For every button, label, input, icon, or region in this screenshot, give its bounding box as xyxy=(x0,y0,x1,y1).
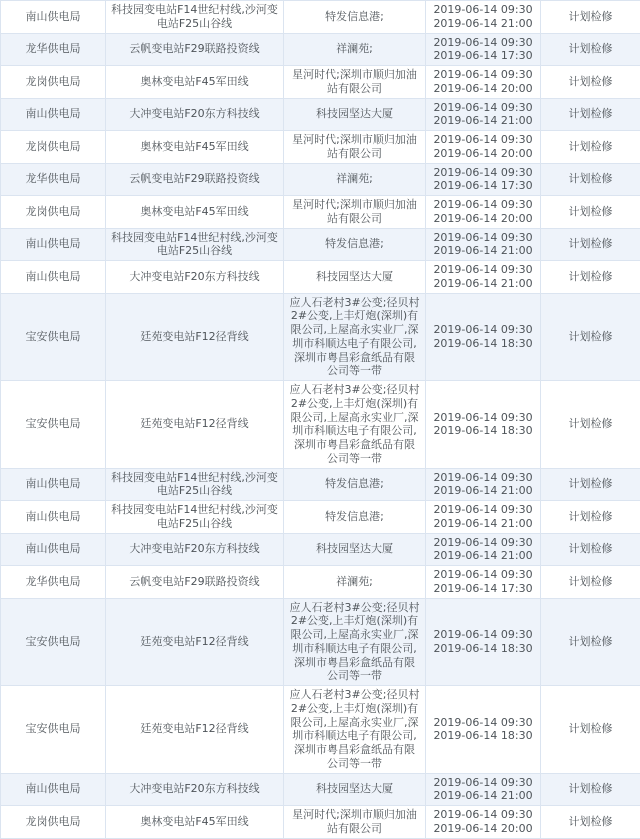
line-cell: 云帆变电站F29联路投资线 xyxy=(106,566,284,599)
type-cell: 计划检修 xyxy=(541,163,640,196)
type-cell: 计划检修 xyxy=(541,33,640,66)
bureau-cell: 龙岗供电局 xyxy=(1,131,106,164)
time-cell xyxy=(426,66,541,99)
time-start: 2019-06-14 09:30 xyxy=(431,411,535,425)
time-cell xyxy=(426,228,541,261)
type-cell: 计划检修 xyxy=(541,566,640,599)
time-end: 2019-06-14 21:00 xyxy=(431,17,535,31)
line-cell: 大冲变电站F20东方科技线 xyxy=(106,773,284,806)
bureau-cell: 宝安供电局 xyxy=(1,686,106,774)
time-cell xyxy=(426,131,541,164)
time-cell xyxy=(426,33,541,66)
time-end: 2019-06-14 21:00 xyxy=(431,549,535,563)
area-cell: 祥澜苑; xyxy=(284,566,426,599)
bureau-cell: 龙华供电局 xyxy=(1,566,106,599)
time-end: 2019-06-14 18:30 xyxy=(431,642,535,656)
area-cell: 特发信息港; xyxy=(284,1,426,34)
type-cell: 计划检修 xyxy=(541,598,640,686)
area-cell: 应人石老村3#公变;径贝村2#公变,上丰灯炮(深圳)有限公司,上屋高永实业厂,深圳市科顺达电子有限公司,深圳市粤昌彩盒纸品有限公司等一带 xyxy=(284,598,426,686)
bureau-cell: 龙华供电局 xyxy=(1,33,106,66)
area-cell: 特发信息港; xyxy=(284,228,426,261)
area-cell: 科技园坚达大厦 xyxy=(284,773,426,806)
area-cell: 祥澜苑; xyxy=(284,33,426,66)
bureau-cell: 南山供电局 xyxy=(1,1,106,34)
type-cell: 计划检修 xyxy=(541,806,640,839)
time-cell xyxy=(426,163,541,196)
time-end: 2019-06-14 21:00 xyxy=(431,517,535,531)
time-end: 2019-06-14 21:00 xyxy=(431,789,535,803)
time-start: 2019-06-14 09:30 xyxy=(431,198,535,212)
type-cell: 计划检修 xyxy=(541,1,640,34)
area-cell: 科技园坚达大厦 xyxy=(284,98,426,131)
time-end: 2019-06-14 18:30 xyxy=(431,337,535,351)
line-cell: 大冲变电站F20东方科技线 xyxy=(106,98,284,131)
time-start: 2019-06-14 09:30 xyxy=(431,808,535,822)
area-cell: 应人石老村3#公变;径贝村2#公变,上丰灯炮(深圳)有限公司,上屋高永实业厂,深圳市科顺达电子有限公司,深圳市粤昌彩盒纸品有限公司等一带 xyxy=(284,293,426,381)
table-row xyxy=(1,228,640,261)
area-cell: 星河时代;深圳市顺归加油站有限公司 xyxy=(284,806,426,839)
table-row xyxy=(1,66,640,99)
area-cell: 应人石老村3#公变;径贝村2#公变,上丰灯炮(深圳)有限公司,上屋高永实业厂,深圳市科顺达电子有限公司,深圳市粤昌彩盒纸品有限公司等一带 xyxy=(284,686,426,774)
table-row xyxy=(1,533,640,566)
time-cell xyxy=(426,293,541,381)
time-end: 2019-06-14 18:30 xyxy=(431,424,535,438)
line-cell: 云帆变电站F29联路投资线 xyxy=(106,33,284,66)
bureau-cell: 南山供电局 xyxy=(1,773,106,806)
type-cell: 计划检修 xyxy=(541,501,640,534)
time-start: 2019-06-14 09:30 xyxy=(431,471,535,485)
type-cell: 计划检修 xyxy=(541,381,640,469)
time-end: 2019-06-14 17:30 xyxy=(431,179,535,193)
time-start: 2019-06-14 09:30 xyxy=(431,3,535,17)
time-cell xyxy=(426,686,541,774)
type-cell: 计划检修 xyxy=(541,686,640,774)
area-cell: 星河时代;深圳市顺归加油站有限公司 xyxy=(284,196,426,229)
bureau-cell: 南山供电局 xyxy=(1,261,106,294)
area-cell: 特发信息港; xyxy=(284,501,426,534)
line-cell: 云帆变电站F29联路投资线 xyxy=(106,163,284,196)
bureau-cell: 宝安供电局 xyxy=(1,293,106,381)
time-end: 2019-06-14 20:00 xyxy=(431,147,535,161)
time-start: 2019-06-14 09:30 xyxy=(431,166,535,180)
line-cell: 科技园变电站F14世纪村线,沙河变电站F25山谷线 xyxy=(106,1,284,34)
time-cell xyxy=(426,1,541,34)
table-row xyxy=(1,566,640,599)
time-start: 2019-06-14 09:30 xyxy=(431,36,535,50)
bureau-cell: 南山供电局 xyxy=(1,98,106,131)
time-end: 2019-06-14 18:30 xyxy=(431,729,535,743)
time-start: 2019-06-14 09:30 xyxy=(431,68,535,82)
line-cell: 廷苑变电站F12径背线 xyxy=(106,293,284,381)
type-cell: 计划检修 xyxy=(541,131,640,164)
table-body xyxy=(1,1,640,839)
line-cell: 奥林变电站F45军田线 xyxy=(106,131,284,164)
area-cell: 星河时代;深圳市顺归加油站有限公司 xyxy=(284,131,426,164)
time-start: 2019-06-14 09:30 xyxy=(431,716,535,730)
line-cell: 奥林变电站F45军田线 xyxy=(106,196,284,229)
time-start: 2019-06-14 09:30 xyxy=(431,536,535,550)
time-start: 2019-06-14 09:30 xyxy=(431,628,535,642)
table-row xyxy=(1,806,640,839)
table-row xyxy=(1,686,640,774)
table-row xyxy=(1,598,640,686)
area-cell: 祥澜苑; xyxy=(284,163,426,196)
line-cell: 奥林变电站F45军田线 xyxy=(106,806,284,839)
bureau-cell: 南山供电局 xyxy=(1,501,106,534)
time-end: 2019-06-14 17:30 xyxy=(431,49,535,63)
time-cell xyxy=(426,501,541,534)
table-row xyxy=(1,773,640,806)
table-row xyxy=(1,196,640,229)
type-cell: 计划检修 xyxy=(541,228,640,261)
time-end: 2019-06-14 21:00 xyxy=(431,114,535,128)
type-cell: 计划检修 xyxy=(541,261,640,294)
time-cell xyxy=(426,806,541,839)
line-cell: 科技园变电站F14世纪村线,沙河变电站F25山谷线 xyxy=(106,468,284,501)
time-cell xyxy=(426,196,541,229)
time-start: 2019-06-14 09:30 xyxy=(431,503,535,517)
bureau-cell: 龙岗供电局 xyxy=(1,196,106,229)
time-start: 2019-06-14 09:30 xyxy=(431,263,535,277)
type-cell: 计划检修 xyxy=(541,66,640,99)
line-cell: 廷苑变电站F12径背线 xyxy=(106,686,284,774)
area-cell: 科技园坚达大厦 xyxy=(284,533,426,566)
table-row xyxy=(1,98,640,131)
time-start: 2019-06-14 09:30 xyxy=(431,323,535,337)
table-row xyxy=(1,33,640,66)
time-cell xyxy=(426,533,541,566)
line-cell: 廷苑变电站F12径背线 xyxy=(106,598,284,686)
table-row xyxy=(1,293,640,381)
bureau-cell: 南山供电局 xyxy=(1,468,106,501)
time-cell xyxy=(426,773,541,806)
type-cell: 计划检修 xyxy=(541,196,640,229)
time-cell xyxy=(426,566,541,599)
line-cell: 大冲变电站F20东方科技线 xyxy=(106,261,284,294)
table-row xyxy=(1,163,640,196)
time-start: 2019-06-14 09:30 xyxy=(431,133,535,147)
bureau-cell: 南山供电局 xyxy=(1,533,106,566)
time-cell xyxy=(426,98,541,131)
table-row xyxy=(1,1,640,34)
line-cell: 科技园变电站F14世纪村线,沙河变电站F25山谷线 xyxy=(106,501,284,534)
time-cell xyxy=(426,381,541,469)
time-end: 2019-06-14 21:00 xyxy=(431,484,535,498)
time-end: 2019-06-14 20:00 xyxy=(431,82,535,96)
bureau-cell: 宝安供电局 xyxy=(1,381,106,469)
time-cell xyxy=(426,468,541,501)
bureau-cell: 南山供电局 xyxy=(1,228,106,261)
table-row xyxy=(1,468,640,501)
time-end: 2019-06-14 20:00 xyxy=(431,212,535,226)
area-cell: 应人石老村3#公变;径贝村2#公变,上丰灯炮(深圳)有限公司,上屋高永实业厂,深圳市科顺达电子有限公司,深圳市粤昌彩盒纸品有限公司等一带 xyxy=(284,381,426,469)
time-start: 2019-06-14 09:30 xyxy=(431,231,535,245)
bureau-cell: 龙华供电局 xyxy=(1,163,106,196)
area-cell: 特发信息港; xyxy=(284,468,426,501)
type-cell: 计划检修 xyxy=(541,293,640,381)
table-row xyxy=(1,501,640,534)
table-row xyxy=(1,261,640,294)
time-end: 2019-06-14 21:00 xyxy=(431,244,535,258)
type-cell: 计划检修 xyxy=(541,98,640,131)
type-cell: 计划检修 xyxy=(541,533,640,566)
line-cell: 廷苑变电站F12径背线 xyxy=(106,381,284,469)
time-cell xyxy=(426,598,541,686)
time-end: 2019-06-14 17:30 xyxy=(431,582,535,596)
table-row xyxy=(1,381,640,469)
type-cell: 计划检修 xyxy=(541,468,640,501)
time-start: 2019-06-14 09:30 xyxy=(431,568,535,582)
table-row xyxy=(1,131,640,164)
bureau-cell: 宝安供电局 xyxy=(1,598,106,686)
time-end: 2019-06-14 21:00 xyxy=(431,277,535,291)
time-start: 2019-06-14 09:30 xyxy=(431,776,535,790)
type-cell: 计划检修 xyxy=(541,773,640,806)
bureau-cell: 龙岗供电局 xyxy=(1,66,106,99)
time-cell xyxy=(426,261,541,294)
time-end: 2019-06-14 20:00 xyxy=(431,822,535,836)
area-cell: 星河时代;深圳市顺归加油站有限公司 xyxy=(284,66,426,99)
bureau-cell: 龙岗供电局 xyxy=(1,806,106,839)
line-cell: 大冲变电站F20东方科技线 xyxy=(106,533,284,566)
time-start: 2019-06-14 09:30 xyxy=(431,101,535,115)
line-cell: 奥林变电站F45军田线 xyxy=(106,66,284,99)
line-cell: 科技园变电站F14世纪村线,沙河变电站F25山谷线 xyxy=(106,228,284,261)
area-cell: 科技园坚达大厦 xyxy=(284,261,426,294)
